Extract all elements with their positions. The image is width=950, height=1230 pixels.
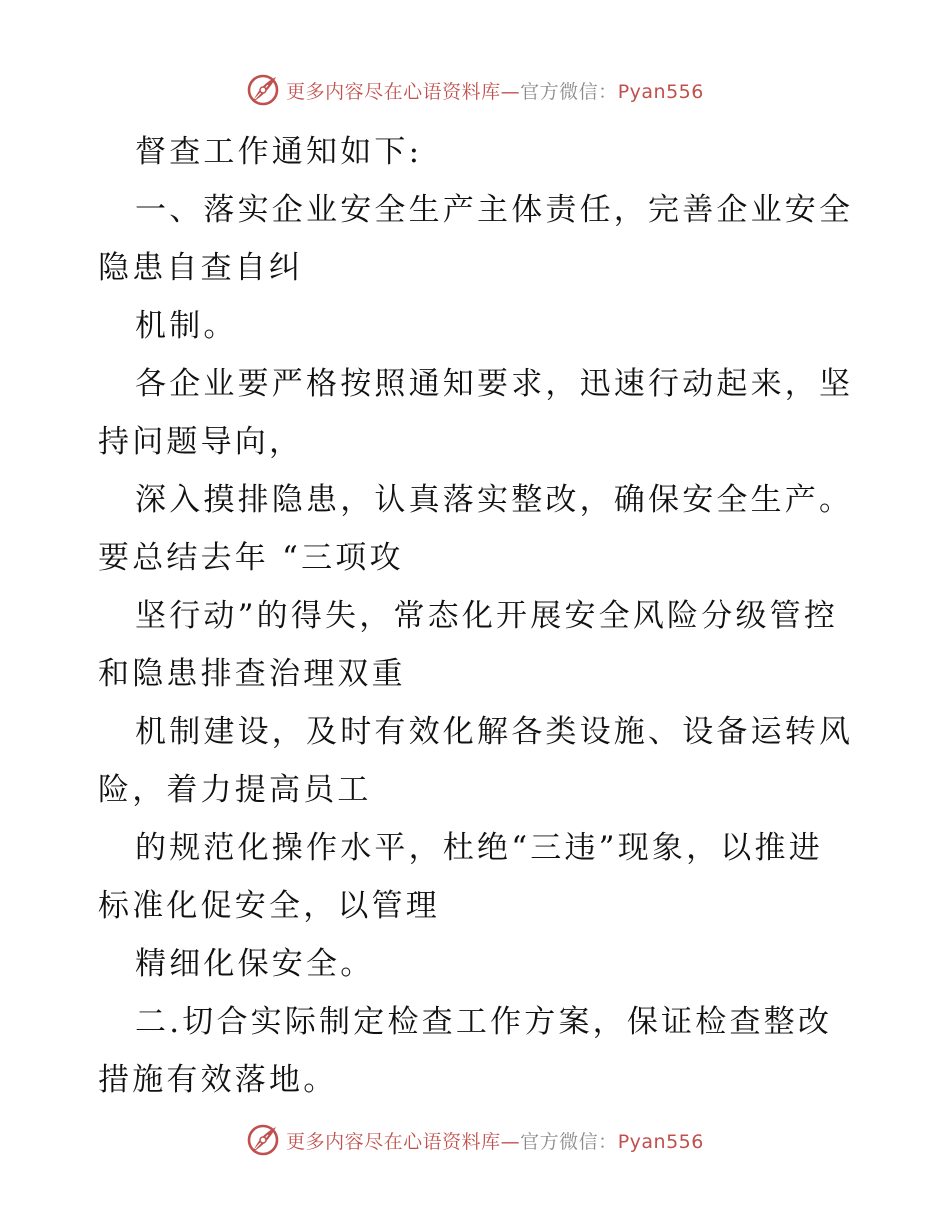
footer-wechat-id: Pyan556 [617, 1130, 704, 1153]
footer-wechat-label: 官方微信： [520, 1130, 618, 1153]
header-banner [0, 70, 950, 110]
footer-separator: — [500, 1130, 521, 1153]
text-line: 坚行动”的得失，常态化开展安全风险分级管控 [135, 598, 839, 634]
text-line: 督查工作通知如下: [135, 134, 423, 170]
text-line: 持问题导向， [98, 424, 304, 460]
footer-banner-text [286, 1127, 704, 1154]
footer-banner [0, 1120, 950, 1160]
text-line: 措施有效落地。 [98, 1062, 338, 1098]
quill-pen-logo-icon [246, 73, 280, 107]
text-line: 深入摸排隐患，认真落实整改，确保安全生产。 [135, 482, 854, 518]
text-line: 各企业要严格按照通知要求，迅速行动起来，坚 [135, 366, 854, 402]
document-body [98, 123, 858, 1109]
text-line: 二.切合实际制定检查工作方案，保证检查整改 [135, 1004, 833, 1040]
text-line: 隐患自查自纠 [98, 250, 304, 286]
text-line: 精细化保安全。 [135, 946, 375, 982]
header-wechat-id: Pyan556 [617, 80, 704, 103]
quill-pen-logo-icon [246, 1123, 280, 1157]
header-separator: — [500, 80, 521, 103]
text-line: 险，着力提高员工 [98, 772, 372, 808]
text-line: 要总结去年 “三项攻 [98, 540, 404, 576]
text-line: 标准化促安全，以管理 [98, 888, 440, 924]
text-line: 机制。 [135, 308, 238, 344]
header-brand: 更多内容尽在心语资料库 [286, 80, 501, 103]
text-line: 和隐患排查治理双重 [98, 656, 406, 692]
text-line: 一、落实企业安全生产主体责任，完善企业安全 [135, 192, 854, 228]
footer-brand: 更多内容尽在心语资料库 [286, 1130, 501, 1153]
header-banner-text [286, 77, 704, 104]
text-line: 的规范化操作水平，杜绝“三违”现象，以推进 [135, 830, 823, 866]
text-line: 机制建设，及时有效化解各类设施、设备运转风 [135, 714, 854, 750]
header-wechat-label: 官方微信： [520, 80, 618, 103]
